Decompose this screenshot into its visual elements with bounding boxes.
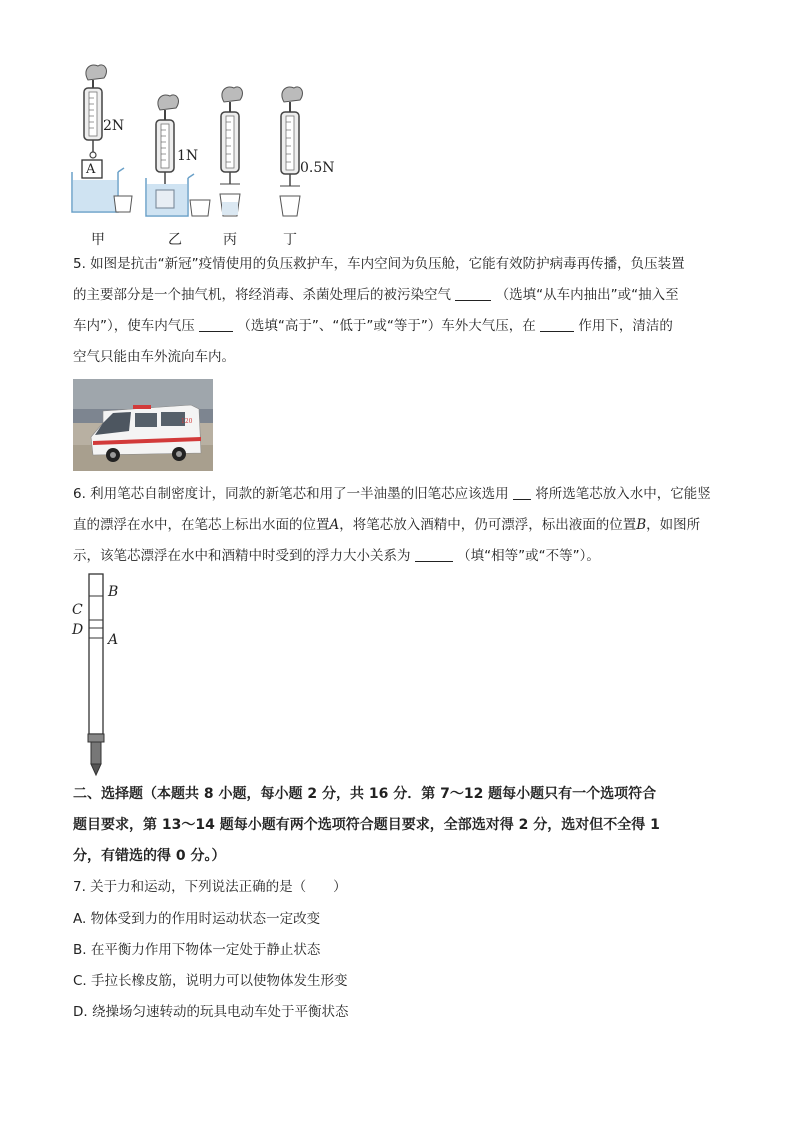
q5-text: （选填“从车内抽出”或“抽入至 [495,287,679,303]
q6-blank-2[interactable] [415,547,453,562]
question-5-line-4: 空气只能由车外流向车内。 [73,349,235,365]
q5-text: 车内”），使车内气压 [73,318,195,334]
q6-text: 直的漂浮在水中，在笔芯上标出水面的位置 [73,517,330,533]
spring-scale-bing [220,87,242,216]
label-ding: 丁 [283,232,297,248]
buoyancy-experiment-figure [60,60,350,230]
q6-var-b: B [636,517,647,533]
pen-refill-figure [84,572,114,780]
q7-option-c[interactable]: C. 手拉长橡皮筋，说明力可以使物体发生形变 [73,973,348,989]
q6-text: 6. 利用笔芯自制密度计，同款的新笔芯和用了一半油墨的旧笔芯应该选用 [73,486,509,502]
block-label-a: A [86,162,96,177]
label-yi: 乙 [168,232,182,248]
q5-text: （选填“高于”、“低于”或“等于”）车外大气压，在 [237,318,536,334]
q6-text: ，如图所 [646,517,701,533]
reading-jia: 2N [103,118,125,134]
q5-blank-1[interactable] [455,286,491,301]
spring-scale-ding [280,87,302,216]
q6-text: （填“相等”或“不等”）。 [457,548,600,564]
ambulance-120-text: 120 [181,418,193,425]
question-6-line-1 [73,479,711,510]
question-5-line-1: 5. 如图是抗击“新冠”疫情使用的负压救护车，车内空间为负压舱，它能有效防护病毒再传播，负压装置 [73,256,685,272]
q6-var-a: A [329,517,340,533]
spring-scale-jia [72,65,132,212]
reading-yi: 1N [177,148,199,164]
q5-text: 作用下，清洁的 [578,318,673,334]
section-2-header-line-3: 分，有错选的得 0 分。） [73,848,226,864]
q6-text: 将所选笔芯放入水中，它能竖 [535,486,711,502]
q5-text: 的主要部分是一个抽气机，将经消毒、杀菌处理后的被污染空气 [73,287,451,303]
question-6-line-3 [73,541,600,572]
q6-text: ，将笔芯放入酒精中，仍可漂浮，标出液面的位置 [339,517,637,533]
pen-label-d: D [72,622,84,638]
q7-option-b[interactable]: B. 在平衡力作用下物体一定处于静止状态 [73,942,321,958]
q5-blank-2[interactable] [199,317,233,332]
pen-label-c: C [72,602,83,618]
ambulance-photo [73,379,213,471]
label-jia: 甲 [91,232,105,248]
pen-label-b: B [108,584,119,600]
question-5-line-2 [73,280,679,311]
section-2-header-line-2: 题目要求，第 13～14 题每小题有两个选项符合题目要求，全部选对得 2 分，选对但不全得 1 [73,817,660,833]
question-7-stem: 7. 关于力和运动，下列说法正确的是（ ） [73,879,347,895]
question-5-line-3 [73,311,673,342]
q7-option-d[interactable]: D. 绕操场匀速转动的玩具电动车处于平衡状态 [73,1004,349,1020]
question-6-line-2 [73,510,700,541]
q7-option-a[interactable]: A. 物体受到力的作用时运动状态一定改变 [73,911,321,927]
pen-label-a: A [108,632,119,648]
q5-blank-3[interactable] [540,317,574,332]
q6-blank-1[interactable] [513,485,531,500]
q6-text: 示，该笔芯漂浮在水中和酒精中时受到的浮力大小关系为 [73,548,411,564]
reading-ding: 0.5N [300,160,335,176]
section-2-header-line-1: 二、选择题（本题共 8 小题，每小题 2 分，共 16 分．第 7～12 题每小题只有一个选项符合 [73,786,657,802]
label-bing: 丙 [223,232,237,248]
